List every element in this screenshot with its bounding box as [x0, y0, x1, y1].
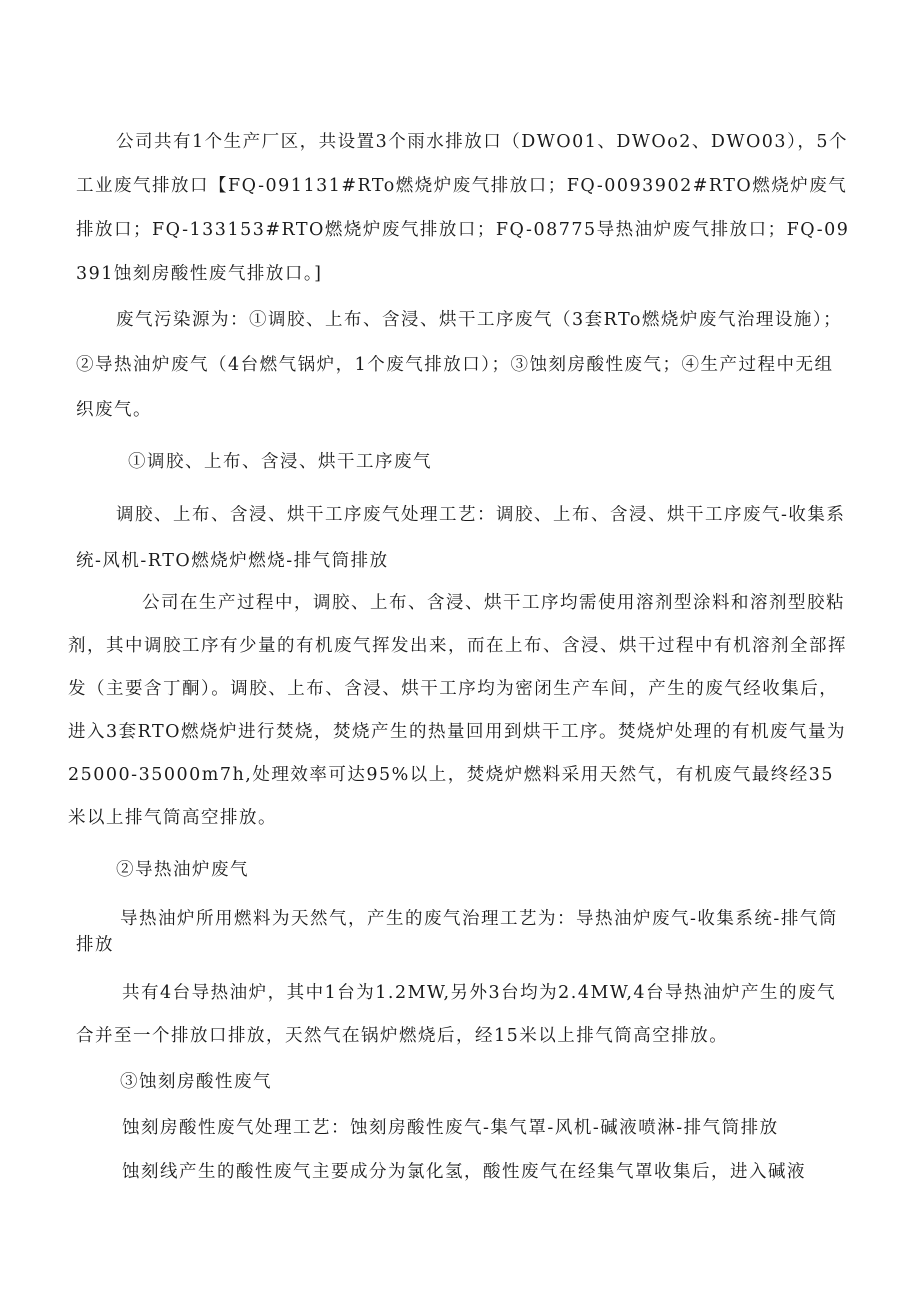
paragraph-thermal-oil-furnace-description: 共有4台导热油炉，其中1台为1.2MW,另外3台均为2.4MW,4台导热油炉产生的废气合并至一个排放口排放，天然气在锅炉燃烧后，经15米以上排气筒高空排放。 — [76, 983, 837, 1046]
paragraph-coating-process-flow: 调胶、上布、含浸、烘干工序废气处理工艺：调胶、上布、含浸、烘干工序废气-收集系统-风机-RTO燃烧炉燃烧-排气筒排放 — [76, 505, 846, 571]
paragraph-discharge-outlets: 公司共有1个生产厂区，共设置3个雨水排放口（DWO01、DWOo2、DWO03），5个工业废气排放口【FQ-091131#RTo燃烧炉废气排放口；FQ-0093902#RTO燃烧炉废气排放口；FQ-133153#RTO燃烧炉废气排放口；FQ-08775导热油炉废气排放口；FQ-09391蚀刻房酸性废气排放口。] — [76, 132, 850, 284]
heading-coating-drying-waste-gas: ①调胶、上布、含浸、烘干工序废气 — [128, 452, 432, 472]
paragraph-pollution-sources: 废气污染源为：①调胶、上布、含浸、烘干工序废气（3套RTo燃烧炉废气治理设施）；②导热油炉废气（4台燃气锅炉，1个废气排放口）；③蚀刻房酸性废气；④生产过程中无组织废气。 — [76, 310, 843, 420]
paragraph-etching-description: 蚀刻线产生的酸性废气主要成分为氯化氢，酸性废气在经集气罩收集后，进入碱液 — [122, 1162, 806, 1182]
paragraph-coating-process-description: 公司在生产过程中，调胶、上布、含浸、烘干工序均需使用溶剂型涂料和溶剂型胶粘剂，其中调胶工序有少量的有机废气挥发出来，而在上布、含浸、烘干过程中有机溶剂全部挥发（主要含丁酮）。调胶、上布、含浸、烘干工序均为密闭生产车间，产生的废气经收集后，进入3套RTO燃烧炉进行焚烧，焚烧产生的热量回用到烘干工序。焚烧炉处理的有机废气量为25000-35000m7h,处理效率可达95%以上，焚烧炉燃料采用天然气，有机废气最终经35米以上排气筒高空排放。 — [68, 593, 847, 828]
paragraph-thermal-oil-process-flow: 导热油炉所用燃料为天然气，产生的废气治理工艺为：导热油炉废气-收集系统-排气筒排放 — [76, 909, 838, 955]
heading-thermal-oil-furnace-waste-gas: ②导热油炉废气 — [116, 860, 249, 880]
heading-etching-acid-waste-gas: ③蚀刻房酸性废气 — [120, 1072, 272, 1092]
paragraph-etching-process-flow: 蚀刻房酸性废气处理工艺：蚀刻房酸性废气-集气罩-风机-碱液喷淋-排气筒排放 — [122, 1118, 779, 1138]
